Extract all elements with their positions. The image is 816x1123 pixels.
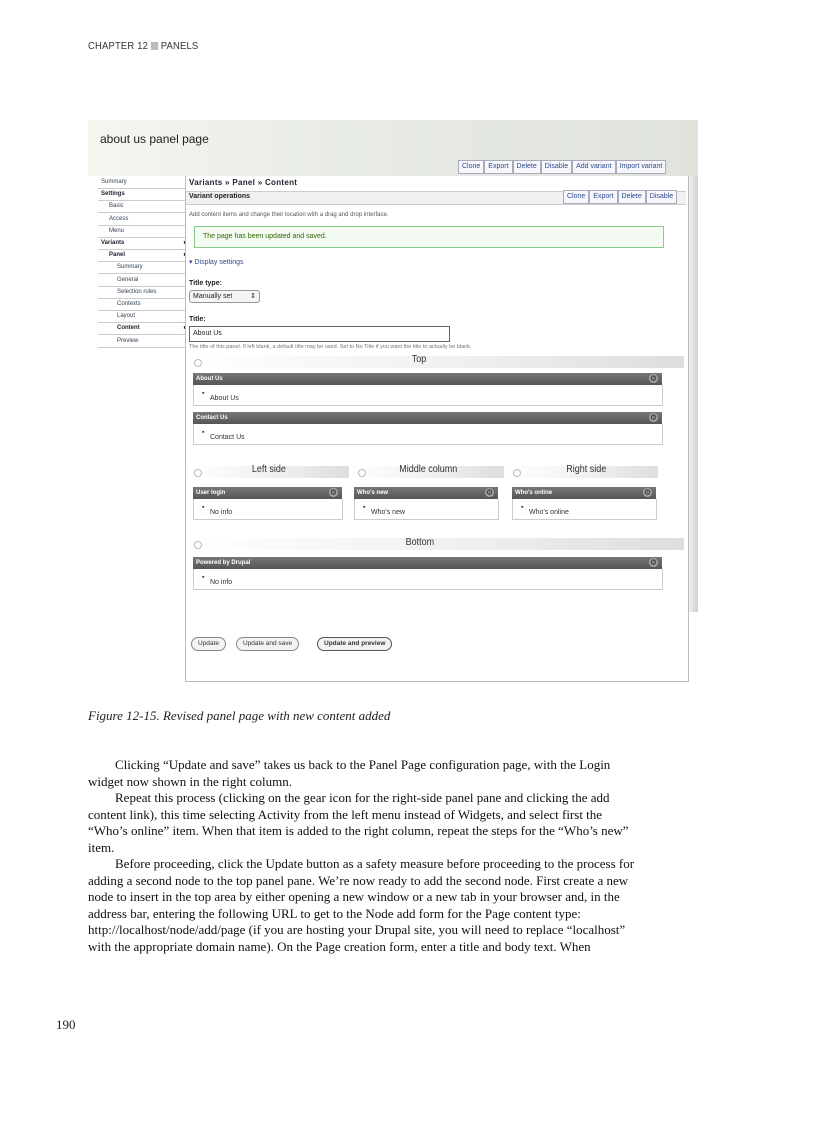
gear-icon[interactable]: ⚙ <box>649 413 658 422</box>
top-button-row <box>458 160 666 174</box>
menu-item-access[interactable]: Access <box>98 213 187 226</box>
menu-item-general[interactable]: General <box>98 274 187 287</box>
display-settings-link[interactable]: ▾ Display settings <box>189 259 244 266</box>
variant-delete-button[interactable]: Delete <box>618 190 646 204</box>
status-message: The page has been updated and saved. <box>194 226 664 248</box>
update-button[interactable]: Update <box>191 637 226 651</box>
variant-export-button[interactable]: Export <box>589 190 617 204</box>
variant-clone-button[interactable]: Clone <box>563 190 589 204</box>
text-line: content link), this time selecting Activity from the left menu instead of Widgets, and select first the <box>88 806 603 822</box>
clone-button[interactable]: Clone <box>458 160 484 174</box>
text-line: node to insert in the top area by either opening a new window or a new tab in your browser and, in the <box>88 889 620 905</box>
page-number: 190 <box>56 1017 76 1032</box>
pane-about-us-bar[interactable]: About Us ⚙ <box>193 373 662 385</box>
text-line: Before proceeding, click the Update button as a safety measure before proceeding to the process for <box>115 856 635 871</box>
title-input[interactable]: About Us <box>189 326 450 342</box>
region-right-title: Right side <box>566 464 607 475</box>
square-bullet-icon <box>151 42 158 50</box>
text-line: http://localhost/node/add/page (if you are hosting your Drupal site, you will need to replace “localhost” <box>88 922 626 938</box>
gear-icon[interactable]: ⚙ <box>643 488 652 497</box>
menu-item-menu[interactable]: Menu <box>98 225 187 238</box>
disable-button[interactable]: Disable <box>541 160 572 174</box>
variant-operations-label: Variant operations <box>189 193 251 200</box>
variant-disable-button[interactable]: Disable <box>646 190 677 204</box>
text-line: widget now shown in the right column. <box>88 773 293 789</box>
text-line: address bar, entering the following URL to get to the Node add form for the Page content type: <box>88 905 581 921</box>
menu-item-variants[interactable]: Variants <box>98 237 187 250</box>
region-bottom-title: Bottom <box>405 537 435 548</box>
gear-icon[interactable]: ⚙ <box>485 488 494 497</box>
menu-item-selection-rules[interactable]: Selection rules <box>98 286 187 299</box>
paragraph-1 <box>88 757 728 790</box>
pane-whos-new-bar[interactable]: Who's new ⚙ <box>354 487 498 499</box>
title-type-label: Title type: <box>189 280 222 287</box>
paragraph-2 <box>88 790 728 856</box>
paragraph-3 <box>88 856 728 956</box>
instructions: Add content items and change their location with a drag and drop interface. <box>189 212 389 218</box>
title-type-select[interactable]: Manually set ⇕ <box>189 290 260 303</box>
pane-powered-by-drupal-body: ▪ No info <box>193 569 663 590</box>
delete-button[interactable]: Delete <box>513 160 541 174</box>
pane-whos-new-body: ▪ Who's new <box>354 499 499 520</box>
menu-item-contexts[interactable]: Contexts <box>98 298 187 311</box>
update-and-preview-button[interactable]: Update and preview <box>317 637 392 651</box>
running-head: CHAPTER 12 PANELS <box>88 40 199 52</box>
pane-about-us-body: ▪ About Us <box>193 385 663 406</box>
pane-user-login-body: ▪ No info <box>193 499 343 520</box>
menu-item-layout[interactable]: Layout <box>98 310 187 323</box>
breadcrumb: Variants » Panel » Content <box>189 178 298 187</box>
export-button[interactable]: Export <box>484 160 512 174</box>
gear-icon[interactable]: ⚙ <box>329 488 338 497</box>
pane-contact-us-bar[interactable]: Contact Us ⚙ <box>193 412 662 424</box>
content-area <box>185 176 689 682</box>
region-top-title: Top <box>411 354 427 365</box>
text-line: with the appropriate domain name). On the Page creation form, enter a title and body text. When <box>88 938 591 954</box>
select-arrow-icon: ⇕ <box>250 293 256 300</box>
pane-contact-us-body: ▪ Contact Us <box>193 424 663 445</box>
menu-item-content[interactable]: Content <box>98 322 187 335</box>
menu-item-preview[interactable]: Preview <box>98 335 187 348</box>
title-help: The title of this panel. If left blank, a default title may be used. Set to No Title if you want the title to actually be blank. <box>189 344 472 350</box>
panel-page-title: about us panel page <box>100 132 209 146</box>
text-line: Clicking “Update and save” takes us back to the Panel Page configuration page, with the Login <box>115 757 611 772</box>
menu-item-panel[interactable]: Panel <box>98 249 187 262</box>
pane-user-login-bar[interactable]: User login ⚙ <box>193 487 342 499</box>
figure-screenshot <box>88 120 698 682</box>
menu-item-settings[interactable]: Settings <box>98 188 187 201</box>
add-variant-button[interactable]: Add variant <box>572 160 615 174</box>
gear-icon[interactable]: ⚙ <box>649 374 658 383</box>
menu-item-basic[interactable]: Basic <box>98 200 187 213</box>
menu-item-summary[interactable]: Summary <box>98 261 187 274</box>
text-line: item. <box>88 839 115 855</box>
pane-whos-online-bar[interactable]: Who's online ⚙ <box>512 487 656 499</box>
figure-caption: Figure 12-15. Revised panel page with new content added <box>88 708 391 723</box>
title-label: Title: <box>189 316 206 323</box>
text-line: “Who’s online” item. When that item is added to the right column, repeat the steps for the “Who’s new” <box>88 823 629 839</box>
import-variant-button[interactable]: Import variant <box>616 160 667 174</box>
pane-whos-online-body: ▪ Who's online <box>512 499 657 520</box>
variant-button-row <box>563 190 677 204</box>
gear-icon[interactable]: ⚙ <box>649 558 658 567</box>
menu-item-summary[interactable]: Summary <box>98 176 187 189</box>
update-and-save-button[interactable]: Update and save <box>236 637 299 651</box>
region-middle-title: Middle column <box>399 464 458 475</box>
text-line: Repeat this process (clicking on the gear icon for the right-side panel pane and clicking the add <box>115 790 610 805</box>
pane-powered-by-drupal-bar[interactable]: Powered by Drupal ⚙ <box>193 557 662 569</box>
text-line: adding a second node to the top panel pane. We’re now ready to add the second node. First create a new <box>88 872 629 888</box>
region-left-title: Left side <box>251 464 286 475</box>
